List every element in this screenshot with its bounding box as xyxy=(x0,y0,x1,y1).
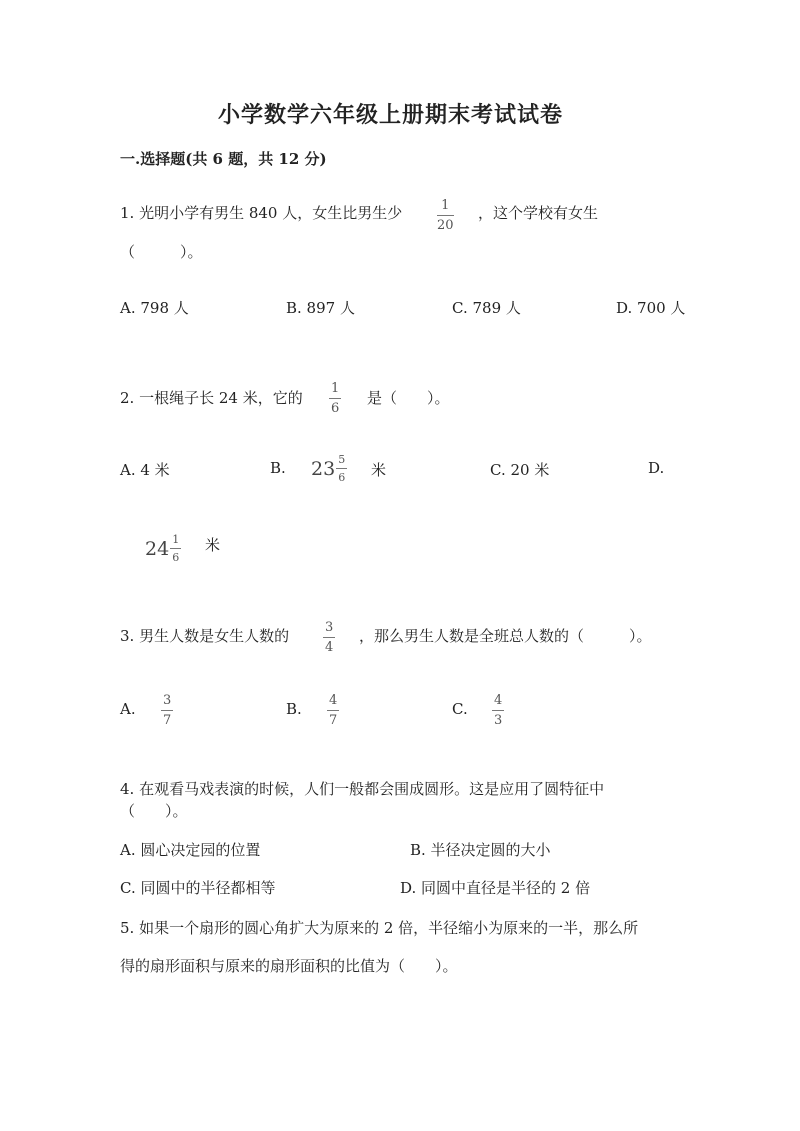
mixed-whole: 23 xyxy=(311,457,336,480)
question-1-blank: （ ）。 xyxy=(120,243,203,261)
fraction-denominator: 20 xyxy=(437,218,454,233)
question-3-option-b-label[interactable]: B. xyxy=(286,700,302,718)
fraction-denominator: 7 xyxy=(329,713,338,728)
fraction-denominator: 6 xyxy=(338,471,346,484)
fraction-numerator: 1 xyxy=(172,533,180,546)
fraction-denominator: 6 xyxy=(331,401,340,416)
fraction-numerator: 5 xyxy=(338,453,346,466)
fraction-denominator: 7 xyxy=(163,713,172,728)
question-1-option-b[interactable]: B. 897 人 xyxy=(286,299,355,317)
question-2-fraction xyxy=(329,382,341,415)
mixed-whole: 24 xyxy=(145,537,170,560)
question-5-text-cont: 得的扇形面积与原来的扇形面积的比值为（ ）。 xyxy=(120,957,458,975)
fraction-numerator: 3 xyxy=(325,620,334,635)
question-2-option-b-label[interactable]: B. xyxy=(270,459,286,477)
section-heading: 一.选择题(共 6 题，共 12 分) xyxy=(120,150,327,168)
question-3-option-b-fraction[interactable] xyxy=(327,694,339,727)
fraction-denominator: 3 xyxy=(494,713,503,728)
question-2-option-d-unit: 米 xyxy=(205,536,221,554)
fraction-numerator: 1 xyxy=(331,381,340,396)
question-2-option-d-label[interactable]: D. xyxy=(648,459,665,477)
question-4-option-c[interactable]: C. 同圆中的半径都相等 xyxy=(120,879,276,897)
question-4-option-d[interactable]: D. 同圆中直径是半径的 2 倍 xyxy=(400,879,591,897)
question-2-option-d-mixed-number[interactable] xyxy=(145,534,181,563)
question-2-option-b-unit: 米 xyxy=(371,461,387,479)
question-2-text: 2. 一根绳子长 24 米，它的 xyxy=(120,389,303,407)
question-2-option-a[interactable]: A. 4 米 xyxy=(120,461,170,479)
fraction-numerator: 4 xyxy=(329,693,338,708)
question-2-option-c[interactable]: C. 20 米 xyxy=(490,461,550,479)
question-2-option-b-mixed-number[interactable] xyxy=(311,454,347,483)
question-1-option-c[interactable]: C. 789 人 xyxy=(452,299,521,317)
question-3-text: 3. 男生人数是女生人数的 xyxy=(120,627,290,645)
fraction-numerator: 4 xyxy=(494,693,503,708)
question-1-fraction xyxy=(437,199,454,232)
fraction-denominator: 4 xyxy=(325,640,334,655)
question-4-blank: （ ）。 xyxy=(120,802,188,820)
question-1-option-a[interactable]: A. 798 人 xyxy=(120,299,189,317)
fraction-denominator: 6 xyxy=(172,551,180,564)
question-4-text: 4. 在观看马戏表演的时候，人们一般都会围成圆形。这是应用了圆特征中 xyxy=(120,780,605,798)
question-2-text-cont: 是（ ）。 xyxy=(367,389,450,407)
fraction-numerator: 3 xyxy=(163,693,172,708)
question-4-option-b[interactable]: B. 半径决定圆的大小 xyxy=(410,841,551,859)
question-3-option-a-label[interactable]: A. xyxy=(120,700,136,718)
mixed-fraction xyxy=(336,454,347,483)
question-3-text-cont: ，那么男生人数是全班总人数的（ ）。 xyxy=(359,627,652,645)
question-3-option-c-label[interactable]: C. xyxy=(452,700,468,718)
question-1-text: 1. 光明小学有男生 840 人，女生比男生少 xyxy=(120,204,403,222)
question-5-text: 5. 如果一个扇形的圆心角扩大为原来的 2 倍，半径缩小为原来的一半，那么所 xyxy=(120,919,639,937)
question-3-fraction xyxy=(323,621,335,654)
question-1-text-cont: ，这个学校有女生 xyxy=(478,204,599,222)
page-title: 小学数学六年级上册期末考试试卷 xyxy=(218,102,564,128)
question-4-option-a[interactable]: A. 圆心决定园的位置 xyxy=(120,841,261,859)
question-3-option-c-fraction[interactable] xyxy=(492,694,504,727)
question-3-option-a-fraction[interactable] xyxy=(161,694,173,727)
question-1-option-d[interactable]: D. 700 人 xyxy=(616,299,686,317)
fraction-numerator: 1 xyxy=(441,198,450,213)
mixed-fraction xyxy=(170,534,181,563)
